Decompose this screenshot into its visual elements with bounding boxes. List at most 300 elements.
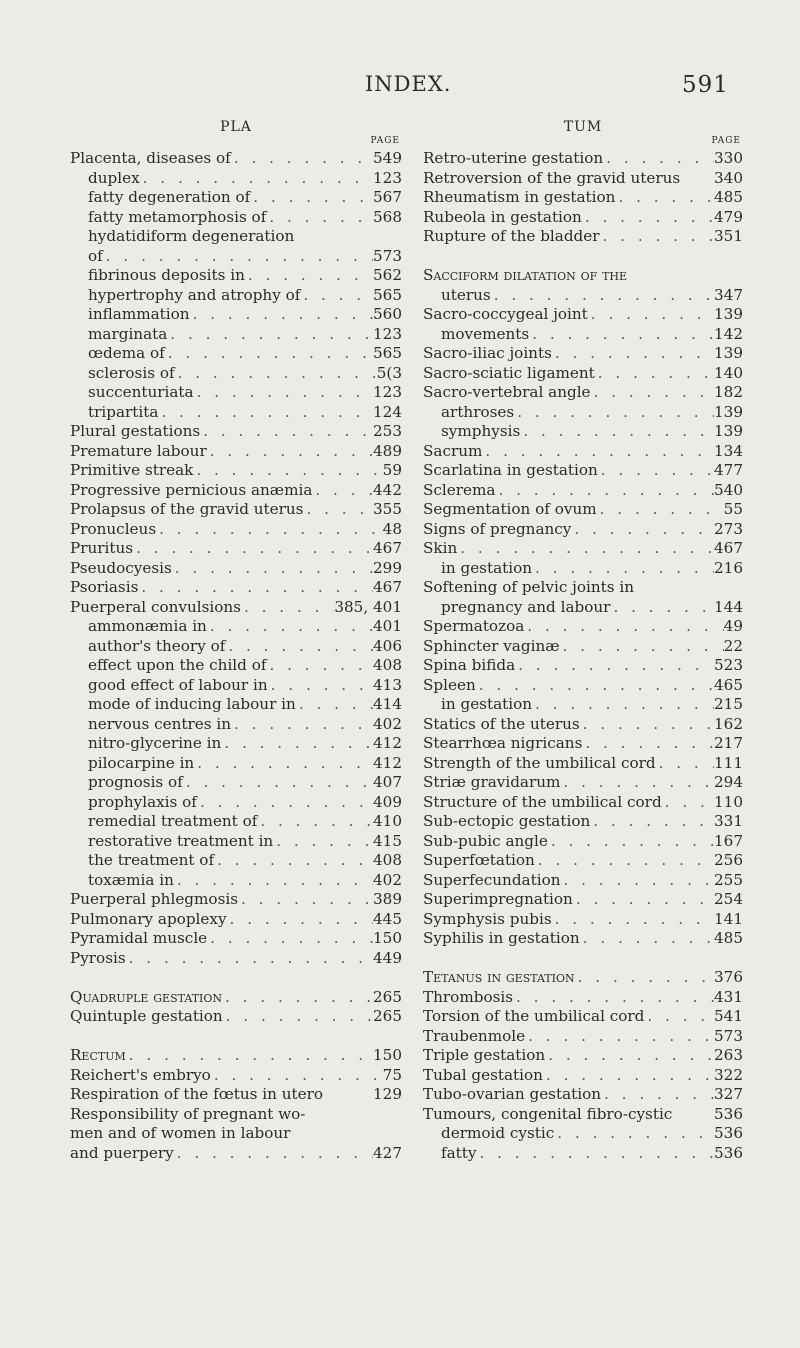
entry-text: Reichert's embryo bbox=[70, 1065, 211, 1084]
page-ref: 408 bbox=[373, 851, 402, 869]
entry-text: prophylaxis of bbox=[88, 792, 197, 811]
entry-text: Rheumatism in gestation bbox=[423, 188, 616, 206]
entry-text: author's theory of bbox=[88, 636, 226, 655]
page-ref: 565 bbox=[373, 285, 402, 304]
page-ref: 536 bbox=[714, 1124, 743, 1142]
index-entry bbox=[423, 988, 743, 1008]
dot-leader bbox=[225, 637, 373, 657]
index-entry bbox=[70, 149, 402, 169]
dot-leader bbox=[266, 656, 373, 676]
index-entry bbox=[423, 851, 743, 871]
page-ref: 540 bbox=[714, 480, 743, 499]
entry-text: Sphincter vaginæ bbox=[423, 636, 560, 655]
page-ref: 299 bbox=[373, 558, 402, 577]
entry-text: mode of inducing labour in bbox=[88, 695, 296, 713]
index-entry bbox=[70, 1085, 402, 1105]
dot-leader bbox=[296, 695, 373, 715]
dot-leader bbox=[600, 227, 714, 247]
dot-leader bbox=[158, 403, 373, 423]
page-ref: 549 bbox=[373, 149, 402, 167]
dot-leader bbox=[221, 734, 373, 754]
entry-text: Softening of pelvic joints in bbox=[423, 578, 635, 596]
index-entry bbox=[70, 988, 402, 1008]
entry-text: Tetanus in gestation bbox=[423, 968, 575, 986]
entry-text: Responsibility of pregnant wo- bbox=[70, 1104, 306, 1123]
dot-leader bbox=[126, 949, 373, 969]
entry-text: Placenta, diseases of bbox=[70, 149, 231, 167]
entry-text: symphysis bbox=[441, 422, 521, 440]
entry-text: prognosis of bbox=[88, 773, 183, 791]
entry-text: Rubeola in gestation bbox=[423, 207, 582, 226]
page-ref: 256 bbox=[714, 851, 743, 869]
page-ref: 167 bbox=[714, 831, 743, 850]
entry-text: Thrombosis bbox=[423, 987, 514, 1006]
entry-text: Pronucleus bbox=[70, 519, 157, 538]
index-subentry bbox=[70, 383, 402, 403]
page-ref: 427 bbox=[373, 1143, 402, 1162]
dot-leader bbox=[644, 1007, 714, 1027]
page-ref: 150 bbox=[373, 929, 402, 947]
entry-text: marginata bbox=[88, 324, 168, 343]
dot-leader bbox=[582, 734, 714, 754]
entry-text: Torsion of the umbilical cord bbox=[423, 1007, 645, 1025]
entry-text: in gestation bbox=[441, 558, 533, 577]
dot-leader bbox=[227, 910, 373, 930]
index-subentry bbox=[70, 305, 402, 325]
dot-leader bbox=[582, 208, 714, 228]
dot-leader bbox=[597, 500, 724, 520]
page-ref: 431 bbox=[714, 987, 743, 1006]
index-entry bbox=[423, 188, 743, 208]
index-entry bbox=[423, 910, 743, 930]
dot-leader bbox=[560, 773, 714, 793]
entry-text: pilocarpine in bbox=[88, 753, 195, 772]
index-subentry bbox=[70, 793, 402, 813]
index-subentry bbox=[70, 715, 402, 735]
index-subentry bbox=[70, 344, 402, 364]
index-entry bbox=[423, 637, 743, 657]
dot-leader bbox=[266, 208, 373, 228]
page-ref: 536 bbox=[714, 1143, 743, 1162]
dot-leader bbox=[535, 851, 714, 871]
dot-leader bbox=[662, 793, 714, 813]
entry-text: pregnancy and labour bbox=[441, 597, 611, 616]
entry-text: Signs of pregnancy bbox=[423, 519, 572, 538]
page-ref: 322 bbox=[714, 1065, 743, 1084]
index-entry bbox=[70, 910, 402, 930]
left-index-column bbox=[70, 118, 402, 1163]
entry-text: hypertrophy and atrophy of bbox=[88, 285, 301, 304]
entry-text: Plural gestations bbox=[70, 422, 201, 440]
entry-text: Striæ gravidarum bbox=[423, 773, 561, 791]
page-ref: 413 bbox=[373, 675, 402, 694]
entry-text: uterus bbox=[441, 285, 491, 304]
dot-leader bbox=[580, 715, 714, 735]
page-ref: 573 bbox=[373, 246, 402, 265]
dot-leader bbox=[300, 286, 373, 306]
page-ref: 49 bbox=[723, 617, 743, 635]
entry-text: Spleen bbox=[423, 675, 476, 694]
entry-text: Puerperal phlegmosis bbox=[70, 890, 239, 908]
index-entry bbox=[423, 442, 743, 462]
column-heading: TUM bbox=[563, 119, 603, 135]
index-subentry bbox=[70, 325, 402, 345]
entry-text: Primitive streak bbox=[70, 461, 194, 479]
dot-leader bbox=[174, 1144, 373, 1164]
index-entry bbox=[70, 559, 402, 579]
page-ref: 479 bbox=[714, 207, 743, 226]
entry-text: Symphysis pubis bbox=[423, 909, 552, 928]
page-ref: 445 bbox=[373, 909, 402, 928]
dot-leader bbox=[312, 481, 373, 501]
page-ref: 442 bbox=[373, 480, 402, 499]
section-gap bbox=[70, 968, 402, 988]
page-ref: 467 bbox=[714, 539, 743, 557]
dot-leader bbox=[167, 325, 373, 345]
index-entry bbox=[423, 266, 743, 286]
index-subentry bbox=[423, 286, 743, 306]
dot-leader bbox=[207, 617, 373, 637]
index-entry bbox=[423, 715, 743, 735]
dot-leader bbox=[476, 1144, 714, 1164]
index-subentry bbox=[70, 871, 402, 891]
page-ref: 410 bbox=[373, 812, 402, 830]
entry-text: Sub-pubic angle bbox=[423, 831, 548, 850]
index-entry bbox=[423, 500, 743, 520]
dot-leader bbox=[207, 929, 373, 949]
page-ref: 75 bbox=[382, 1065, 402, 1084]
dot-leader bbox=[207, 442, 373, 462]
entry-text: good effect of labour in bbox=[88, 675, 268, 694]
page-ref: 412 bbox=[373, 753, 402, 772]
dot-leader bbox=[513, 988, 714, 1008]
index-subentry bbox=[423, 1144, 743, 1164]
entry-text: Syphilis in gestation bbox=[423, 929, 580, 947]
dot-leader bbox=[138, 578, 373, 598]
page-ref: 142 bbox=[714, 324, 743, 343]
index-entry bbox=[423, 1046, 743, 1066]
index-entry bbox=[423, 734, 743, 754]
index-entry bbox=[423, 383, 743, 403]
dot-leader bbox=[548, 832, 714, 852]
entry-text: Skin bbox=[423, 539, 458, 557]
dot-leader bbox=[525, 1027, 714, 1047]
index-subentry bbox=[423, 325, 743, 345]
index-entry bbox=[423, 676, 743, 696]
entry-text: movements bbox=[441, 324, 530, 343]
page-ref: 340 bbox=[714, 168, 743, 187]
dot-leader bbox=[222, 988, 373, 1008]
page-ref: 124 bbox=[373, 402, 402, 421]
entry-text: Sacro-sciatic ligament bbox=[423, 363, 595, 382]
index-entry bbox=[70, 1007, 402, 1027]
entry-text: Rectum bbox=[70, 1046, 126, 1064]
page-ref: 401 bbox=[373, 617, 402, 635]
dot-leader bbox=[211, 1066, 383, 1086]
page-ref: 215 bbox=[714, 695, 743, 713]
dot-leader bbox=[250, 188, 373, 208]
dot-leader bbox=[560, 637, 724, 657]
page-ref: 139 bbox=[714, 305, 743, 323]
entry-text: Quadruple gestation bbox=[70, 987, 223, 1006]
entry-text: Scarlatina in gestation bbox=[423, 461, 598, 479]
index-subentry bbox=[70, 188, 402, 208]
index-entry bbox=[423, 754, 743, 774]
page-ref: 263 bbox=[714, 1046, 743, 1064]
entry-text: Quintuple gestation bbox=[70, 1007, 223, 1025]
entry-text: Sacciform dilatation of the bbox=[423, 266, 628, 284]
entry-text: Rupture of the bladder bbox=[423, 227, 600, 245]
entry-text: Sub-ectopic gestation bbox=[423, 812, 591, 830]
page-ref: 415 bbox=[373, 831, 402, 850]
page-ref: 140 bbox=[714, 363, 743, 382]
page-column-label: PAGE bbox=[711, 136, 741, 146]
page-ref: 139 bbox=[714, 402, 743, 421]
entry-text: Premature labour bbox=[70, 441, 207, 460]
index-entry bbox=[423, 539, 743, 559]
dot-leader bbox=[590, 812, 714, 832]
dot-leader bbox=[580, 929, 714, 949]
entry-text: Retro-uterine gestation bbox=[423, 149, 604, 167]
page-ref: 389 bbox=[373, 890, 402, 908]
entry-text: Superfecundation bbox=[423, 870, 561, 889]
page-ref: 541 bbox=[714, 1007, 743, 1025]
entry-text: succenturiata bbox=[88, 383, 194, 401]
dot-leader bbox=[573, 890, 714, 910]
index-subentry bbox=[70, 754, 402, 774]
dot-leader bbox=[231, 715, 373, 735]
page-ref: 568 bbox=[373, 207, 402, 226]
entry-text: fatty degeneration of bbox=[88, 188, 251, 206]
dot-leader bbox=[561, 871, 715, 891]
page-ref: 407 bbox=[373, 773, 402, 791]
index-subentry bbox=[70, 773, 402, 793]
dot-leader bbox=[524, 617, 723, 637]
page-ref: 55 bbox=[723, 500, 743, 518]
page-ref: 327 bbox=[714, 1085, 743, 1103]
dot-leader bbox=[595, 364, 714, 384]
entry-text: Pulmonary apoplexy bbox=[70, 909, 227, 928]
entry-text: ammonæmia in bbox=[88, 617, 207, 635]
entry-text: effect upon the child of bbox=[88, 656, 267, 674]
dot-leader bbox=[223, 1007, 373, 1027]
index-subentry bbox=[70, 208, 402, 228]
dot-leader bbox=[515, 656, 714, 676]
dot-leader bbox=[172, 559, 373, 579]
page-ref: 467 bbox=[373, 539, 402, 557]
index-entry bbox=[423, 208, 743, 228]
page-ref: 217 bbox=[714, 734, 743, 752]
entry-text: Pyramidal muscle bbox=[70, 929, 208, 947]
page-ref: 402 bbox=[373, 714, 402, 733]
index-subentry bbox=[70, 364, 402, 384]
page-ref: 182 bbox=[714, 383, 743, 401]
entry-text: and puerpery bbox=[70, 1143, 174, 1162]
entry-text: Sclerema bbox=[423, 480, 496, 499]
dot-leader bbox=[615, 188, 714, 208]
dot-leader bbox=[175, 364, 377, 384]
page-ref: 59 bbox=[382, 461, 402, 479]
index-entry bbox=[423, 1027, 743, 1047]
dot-leader bbox=[610, 598, 714, 618]
dot-leader bbox=[303, 500, 373, 520]
dot-leader bbox=[273, 832, 373, 852]
page-ref: 409 bbox=[373, 792, 402, 811]
dot-leader bbox=[491, 286, 714, 306]
index-subentry bbox=[70, 227, 402, 247]
entry-text: Progressive pernicious anæmia bbox=[70, 480, 313, 499]
entry-text: Sacro-coccygeal joint bbox=[423, 305, 588, 323]
page-ref: 376 bbox=[714, 968, 743, 986]
dot-leader bbox=[529, 325, 714, 345]
entry-text: œdema of bbox=[88, 344, 165, 362]
entry-text: arthroses bbox=[441, 402, 515, 421]
page-ref: 5(3 bbox=[376, 363, 402, 382]
index-entry bbox=[70, 481, 402, 501]
entry-text: Pruritus bbox=[70, 539, 134, 557]
page-ref: 139 bbox=[714, 344, 743, 362]
page-ref: 489 bbox=[373, 441, 402, 460]
page-ref: 536 bbox=[714, 1104, 743, 1123]
entry-text: Superfœtation bbox=[423, 851, 535, 869]
dot-leader bbox=[552, 910, 714, 930]
index-entry bbox=[423, 832, 743, 852]
entry-text: Prolapsus of the gravid uterus bbox=[70, 500, 304, 518]
index-entry bbox=[423, 578, 743, 598]
dot-leader bbox=[495, 481, 714, 501]
dot-leader bbox=[588, 305, 714, 325]
index-subentry bbox=[70, 812, 402, 832]
dot-leader bbox=[193, 461, 382, 481]
index-subentry bbox=[70, 617, 402, 637]
page-ref: 48 bbox=[382, 519, 402, 538]
dot-leader bbox=[133, 539, 373, 559]
page-ref: 331 bbox=[714, 812, 743, 830]
index-entry bbox=[70, 1144, 402, 1164]
page-column-label: PAGE bbox=[370, 136, 400, 146]
index-entry bbox=[70, 1105, 402, 1125]
entry-text: Psoriasis bbox=[70, 578, 139, 596]
index-entry bbox=[70, 422, 402, 442]
entry-text: Statics of the uterus bbox=[423, 714, 580, 733]
page-ref: 265 bbox=[373, 987, 402, 1006]
entry-text: the treatment of bbox=[88, 851, 215, 869]
page-ref: 408 bbox=[373, 656, 402, 674]
page-ref: 477 bbox=[714, 461, 743, 479]
index-entry bbox=[423, 1085, 743, 1105]
page-ref: 385, 401 bbox=[334, 597, 402, 616]
entry-text: inflammation bbox=[88, 305, 190, 323]
page-ref: 485 bbox=[714, 929, 743, 947]
section-gap bbox=[423, 247, 743, 267]
index-entry bbox=[70, 929, 402, 949]
dot-leader bbox=[268, 676, 373, 696]
index-subentry bbox=[70, 286, 402, 306]
index-entry bbox=[423, 871, 743, 891]
page-ref: 123 bbox=[373, 168, 402, 187]
index-entry bbox=[423, 656, 743, 676]
page-number: 591 bbox=[682, 72, 729, 98]
dot-leader bbox=[231, 149, 373, 169]
index-entry bbox=[70, 1124, 402, 1144]
page-ref: 141 bbox=[714, 909, 743, 928]
index-entry bbox=[70, 1046, 402, 1066]
dot-leader bbox=[656, 754, 714, 774]
page-ref: 449 bbox=[373, 948, 402, 967]
entry-text: restorative treatment in bbox=[88, 831, 274, 850]
entry-text: Pyrosis bbox=[70, 948, 126, 967]
index-entry bbox=[70, 539, 402, 559]
index-entry bbox=[423, 890, 743, 910]
page-ref: 273 bbox=[714, 519, 743, 538]
entry-text: Strength of the umbilical cord bbox=[423, 753, 656, 772]
page-ref: 347 bbox=[714, 285, 743, 304]
entry-text: fibrinous deposits in bbox=[88, 266, 245, 284]
index-entry bbox=[423, 617, 743, 637]
index-subentry bbox=[70, 247, 402, 267]
dot-leader bbox=[545, 1046, 714, 1066]
entry-text: Respiration of the fœtus in utero bbox=[70, 1085, 324, 1103]
index-entry bbox=[423, 1007, 743, 1027]
entry-text: Spermatozoa bbox=[423, 617, 525, 635]
page-ref: 111 bbox=[714, 753, 743, 772]
dot-leader bbox=[514, 403, 714, 423]
page-ref: 355 bbox=[373, 500, 402, 518]
entry-text: Tubo-ovarian gestation bbox=[423, 1085, 602, 1103]
dot-leader bbox=[126, 1046, 373, 1066]
page-ref: 567 bbox=[373, 188, 402, 206]
entry-text: Retroversion of the gravid uterus bbox=[423, 168, 681, 187]
dot-leader bbox=[238, 890, 373, 910]
page-ref: 351 bbox=[714, 227, 743, 245]
dot-leader bbox=[476, 676, 714, 696]
page-ref: 134 bbox=[714, 441, 743, 460]
entry-text: Tubal gestation bbox=[423, 1065, 543, 1084]
dot-leader bbox=[575, 968, 714, 988]
index-entry bbox=[423, 968, 743, 988]
page-ref: 406 bbox=[373, 636, 402, 655]
index-entry bbox=[423, 227, 743, 247]
page-ref: 255 bbox=[714, 870, 743, 889]
index-subentry bbox=[423, 695, 743, 715]
page-ref: 254 bbox=[714, 890, 743, 908]
entry-text: sclerosis of bbox=[88, 363, 175, 382]
dot-leader bbox=[532, 559, 714, 579]
index-entry bbox=[70, 461, 402, 481]
index-entry bbox=[423, 149, 743, 169]
dot-leader bbox=[200, 422, 373, 442]
page-ref: 485 bbox=[714, 188, 743, 206]
page-ref: 216 bbox=[714, 558, 743, 577]
entry-text: hydatidiform degeneration bbox=[88, 227, 295, 245]
dot-leader bbox=[183, 773, 373, 793]
entry-text: fatty bbox=[441, 1143, 477, 1162]
dot-leader bbox=[197, 793, 373, 813]
entry-text: Spina bifida bbox=[423, 656, 516, 674]
index-entry bbox=[423, 520, 743, 540]
dot-leader bbox=[156, 520, 383, 540]
dot-leader bbox=[257, 812, 373, 832]
index-subentry bbox=[423, 598, 743, 618]
index-subentry bbox=[423, 1124, 743, 1144]
page-ref: 253 bbox=[373, 422, 402, 440]
index-subentry bbox=[70, 695, 402, 715]
dot-leader bbox=[214, 851, 373, 871]
page-ref: 562 bbox=[373, 266, 402, 284]
index-subentry bbox=[70, 169, 402, 189]
entry-text: Sacrum bbox=[423, 441, 483, 460]
dot-leader bbox=[591, 383, 714, 403]
